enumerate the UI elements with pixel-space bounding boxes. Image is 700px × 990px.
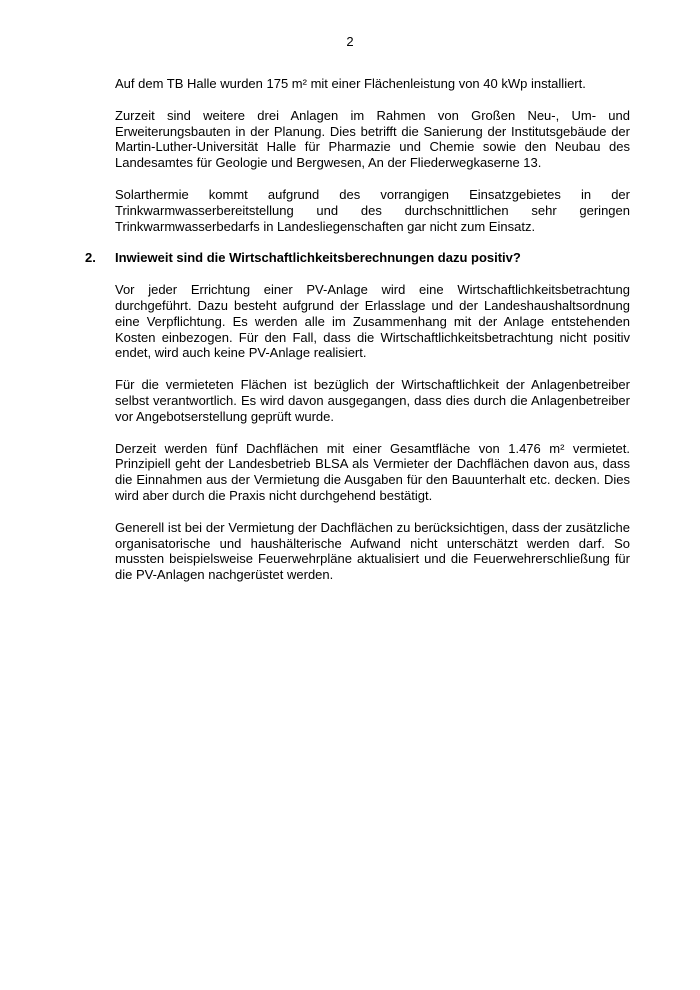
paragraph-intro-2: Zurzeit sind weitere drei Anlagen im Rahmen von Großen Neu-, Um- und Erweiterungsbauten in der Planung. Dies betrifft die Sanierung der Institutsgebäude der Martin-Luther-Universität Halle für Pharmazie und Chemie sowie den Neubau des Landesamtes für Geologie und Bergwesen, An der Fliederwegkaserne 13. — [115, 107, 630, 171]
page-content — [0, 50, 700, 583]
paragraph-answer-3: Derzeit werden fünf Dachflächen mit einer Gesamtfläche von 1.476 m² vermietet. Prinzipiell geht der Landesbetrieb BLSA als Vermieter der Dachflächen davon aus, dass die Einnahmen aus der Vermietung die Ausgaben für den Bauunterhalt etc. decken. Dies wird aber durch die Praxis nicht durchgehend bestätigt. — [115, 440, 630, 503]
paragraph-answer-4: Generell ist bei der Vermietung der Dachflächen zu berücksichtigen, dass der zusätzliche organisatorische und haushälterische Aufwand nicht unterschätzt werden darf. So mussten beispielsweise Feuerwehrpläne aktualisiert und die Feuerwehrerschließung für die PV-Anlagen nachgerüstet werden. — [115, 519, 630, 583]
question-text: Inwieweit sind die Wirtschaftlichkeitsberechnungen dazu positiv? — [115, 250, 521, 266]
paragraph-intro-1: Auf dem TB Halle wurden 175 m² mit einer Flächenleistung von 40 kWp installiert. — [115, 76, 586, 91]
page-number: 2 — [346, 34, 354, 49]
question-number: 2. — [85, 250, 96, 266]
question-heading — [85, 250, 630, 266]
paragraph-answer-1: Vor jeder Errichtung einer PV-Anlage wird eine Wirtschaftlichkeitsbetrachtung durchgeführt. Dazu besteht aufgrund der Erlasslage und der Landeshaushaltsordnung eine Verpflichtung. Es werden alle im Zusammenhang mit der Anlage entstehenden Kosten einbezogen. Für den Fall, dass die Wirtschaftlichkeitsbetrachtung nicht positiv endet, wird auch keine PV-Anlage realisiert. — [115, 282, 630, 361]
paragraph-intro-3: Solarthermie kommt aufgrund des vorrangigen Einsatzgebietes in der Trinkwarmwasserbereitstellung und des durchschnittlichen sehr geringen Trinkwarmwasserbedarfs in Landesliegenschaften gar nicht zum Einsatz. — [115, 186, 630, 234]
paragraph-answer-2: Für die vermieteten Flächen ist bezüglich der Wirtschaftlichkeit der Anlagenbetreiber selbst verantwortlich. Es wird davon ausgegangen, dass dies durch die Anlagenbetreiber vor Angebotserstellung geprüft wurde. — [115, 377, 630, 424]
